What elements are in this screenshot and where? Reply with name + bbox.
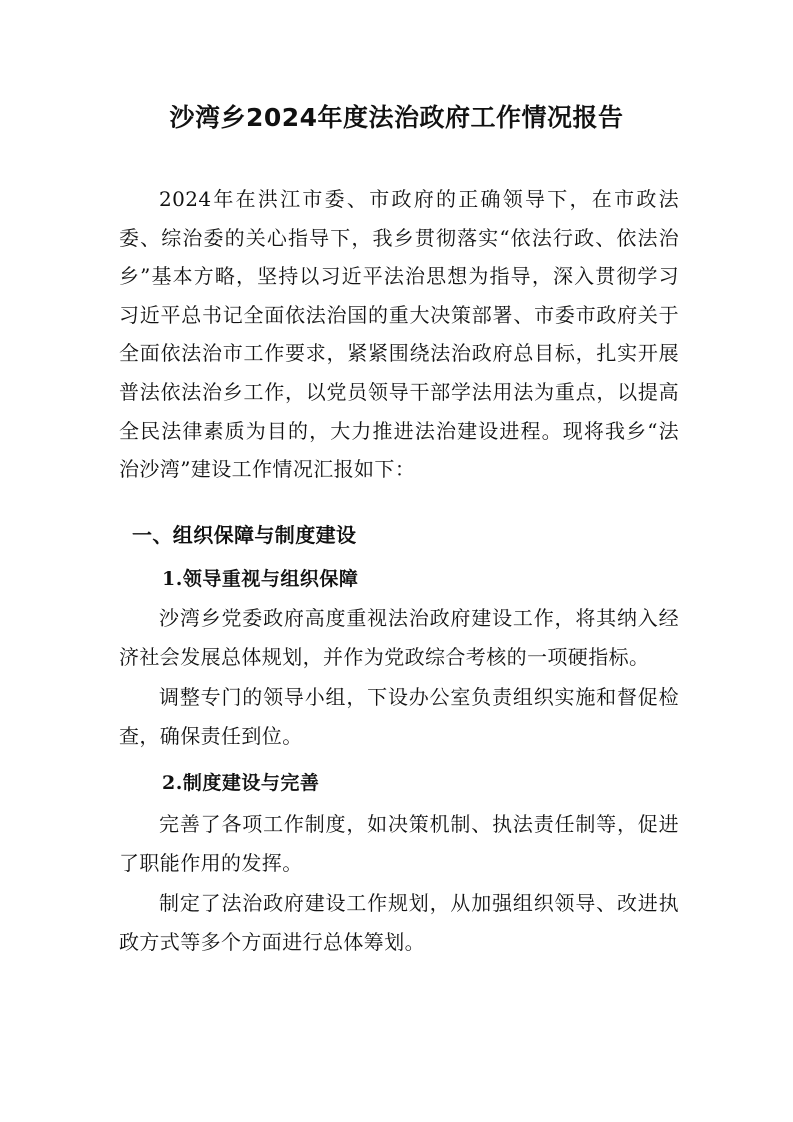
document-title: 沙湾乡2024年度法治政府工作情况报告 (169, 103, 624, 132)
paragraph-systems: 完善了各项工作制度，如决策机制、执法责任制等，促进了职能作用的发挥。 (119, 812, 679, 875)
paragraph-leading-group: 调整专门的领导小组，下设办公室负责组织实施和督促检查，确保责任到位。 (119, 685, 679, 748)
subsection-heading-2: 2.制度建设与完善 (162, 772, 320, 794)
subsection-heading-1: 1.领导重视与组织保障 (162, 568, 359, 590)
section-heading-1: 一、组织保障与制度建设 (132, 523, 357, 547)
paragraph-leadership: 沙湾乡党委政府高度重视法治政府建设工作，将其纳入经济社会发展总体规划，并作为党政综合考核的一项硬指标。 (119, 606, 679, 669)
intro-paragraph: 2024年在洪江市委、市政府的正确领导下，在市政法委、综治委的关心指导下，我乡贯彻落实“依法行政、依法治乡”基本方略，坚持以习近平法治思想为指导，深入贯彻学习习近平总书记全面依法治国的重大决策部署、市委市政府关于全面依法治市工作要求，紧紧围绕法治政府总目标，扎实开展普法依法治乡工作，以党员领导干部学法用法为重点，以提高全民法律素质为目的，大力推进法治建设进程。现将我乡“法治沙湾”建设工作情况汇报如下： (119, 187, 679, 482)
paragraph-planning: 制定了法治政府建设工作规划，从加强组织领导、改进执政方式等多个方面进行总体筹划。 (119, 891, 679, 954)
